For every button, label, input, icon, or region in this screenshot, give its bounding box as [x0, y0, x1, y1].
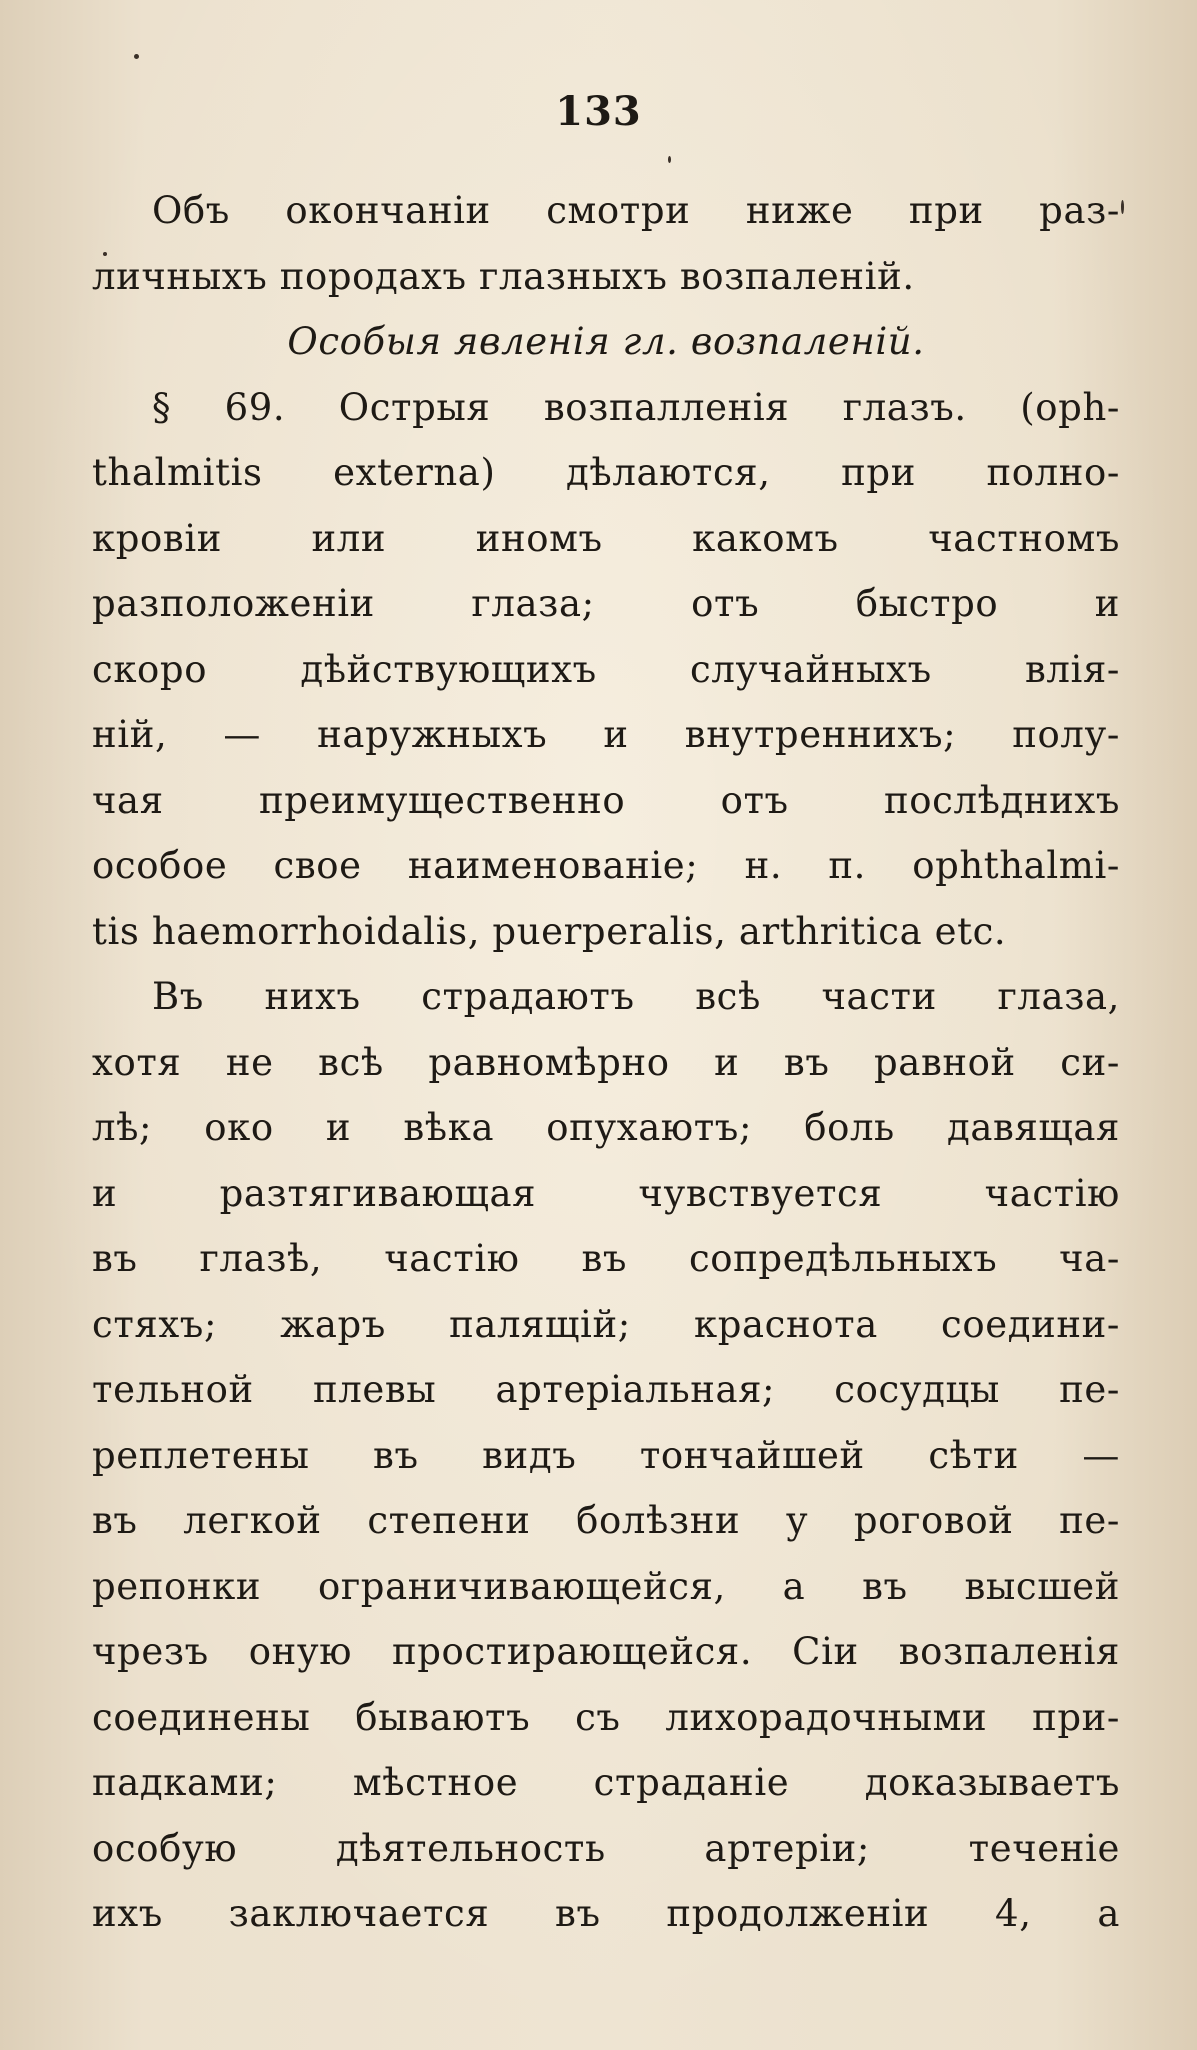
body-text [92, 178, 1120, 1947]
text-line-6: кровiи или иномъ какомъ частномъ [92, 516, 1120, 560]
text-line-2: личныхъ породахъ глазныхъ возпаленiй. [92, 254, 915, 298]
text-line-8: скоро дѣйствующихъ случайныхъ влiя- [92, 647, 1120, 691]
text-line-16: и разтягивающая чувствуется частiю [92, 1171, 1120, 1215]
text-line-22: репонки ограничивающейся, а въ высшей [92, 1564, 1120, 1608]
text-line-19: тельной плевы артерiальная; сосудцы пе- [92, 1368, 1120, 1411]
text-line-4: § 69. Острыя возпалленiя глазъ. (oph- [152, 385, 1120, 429]
print-speck [134, 54, 139, 59]
text-line-25: падками; мѣстное страданiе доказываетъ [92, 1761, 1120, 1804]
text-line-7: разположенiи глаза; отъ быстро и [92, 582, 1120, 625]
text-line-5: thalmitis externa) дѣлаются, при полно- [92, 451, 1120, 494]
print-speck [1121, 200, 1124, 214]
text-line-10: чая преимущественно отъ послѣднихъ [92, 778, 1120, 822]
text-line-11: особое свое наименованiе; н. п. ophthalmi- [92, 844, 1120, 887]
text-line-12: tis haemorrhoidalis, puerperalis, arthritica etc. [92, 909, 1007, 953]
text-line-18: стяхъ; жаръ палящiй; краснота соедини- [92, 1302, 1120, 1346]
text-line-27: ихъ заключается въ продолженiи 4, а [92, 1892, 1120, 1935]
text-line-21: въ легкой степени болѣзни у роговой пе- [92, 1499, 1120, 1542]
text-line-14: хотя не всѣ равномѣрно и въ равной си- [92, 1040, 1120, 1084]
text-line-24: соединены бываютъ съ лихорадочными при- [92, 1695, 1120, 1739]
page-number: 133 [555, 88, 642, 135]
text-line-20: реплетены въ видъ тончайшей сѣти — [92, 1433, 1120, 1477]
text-line-13: Въ нихъ страдаютъ всѣ части глаза, [152, 975, 1120, 1018]
text-line-15: лѣ; око и вѣка опухаютъ; боль давящая [92, 1106, 1120, 1149]
text-line-9: нiй, — наружныхъ и внутреннихъ; полу- [92, 713, 1120, 756]
print-speck [668, 156, 671, 163]
text-line-23: чрезъ оную простирающейся. Сiи возпаленiя [92, 1630, 1120, 1673]
text-line-26: особую дѣятельность артерiи; теченiе [92, 1826, 1120, 1870]
text-line-1: Объ окончанiи смотри ниже при раз- [152, 189, 1120, 232]
text-line-17: въ глазѣ, частiю въ сопредѣльныхъ ча- [92, 1237, 1120, 1280]
section-heading: Особыя явленiя гл. возпаленiй. [287, 320, 925, 363]
